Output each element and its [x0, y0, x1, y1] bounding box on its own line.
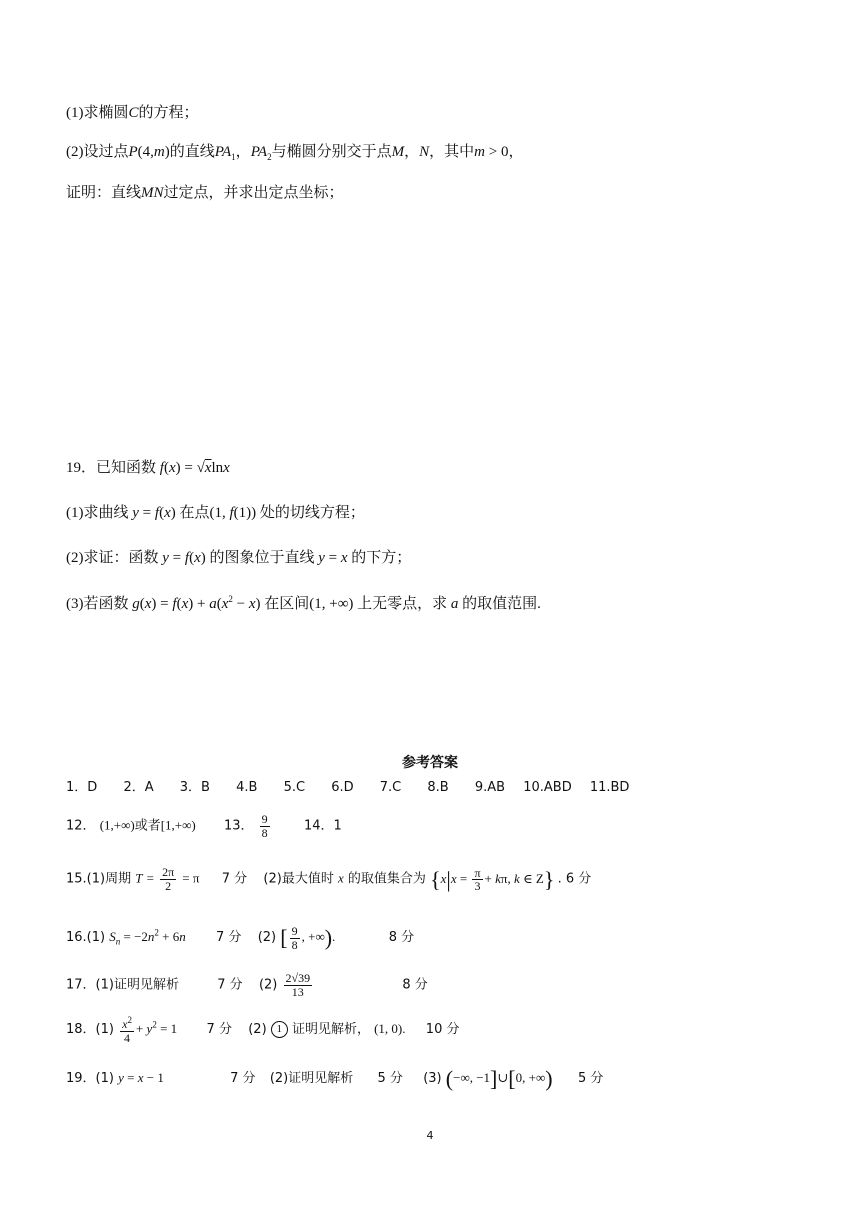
answer-13-fraction	[260, 813, 270, 839]
answer-17-fraction: $\frac{2√39}{13}$	[285, 971, 311, 999]
answer-18-row	[66, 1016, 459, 1044]
answer-16-score-1: 7 分	[216, 930, 242, 946]
answer-18-equation: $\frac{x^2}{4}$ + $y^2 = 1$	[122, 1015, 181, 1045]
answer-17-score-1: 7 分	[217, 977, 243, 993]
answer-18-point: (1, 0).	[374, 1021, 406, 1037]
q19-part2: (2)求证：函数 y = f(x) 的图象位于直线 y = x 的下方；	[66, 550, 412, 566]
answer-16-part2: (2)	[257, 930, 277, 946]
answer-19-part2: (2)证明见解析	[269, 1071, 354, 1087]
q19-part1: (1)求曲线 y = f(x) 在点(1, f(1)) 处的切线方程；	[66, 505, 365, 521]
answer-16-row: 16.(1) $S_n = -2n^2 + 6n$ 7 分 (2) [ $\frac{9}{8}$ , +∞). 8 分	[66, 924, 415, 952]
answer-15-period-fraction: $\frac{2\pi}{2}$	[162, 865, 175, 893]
answer-5: 5.C	[283, 780, 306, 795]
answer-8: 8.B	[427, 780, 449, 795]
answer-1: 1．D	[66, 780, 98, 795]
answer-18-score-1: 7 分	[206, 1022, 232, 1038]
answer-15-score-1: 7 分	[221, 871, 248, 887]
q19-part3: (3)若函数 $g(x) = f(x) + a(x^2 - x)$ 在区间(1, +∞) 上无零点，求 a 的取值范围.	[66, 594, 541, 612]
answer-15-label: 15.(1)周期	[66, 871, 132, 887]
answer-2: 2．A	[123, 780, 154, 795]
answer-19-score-1: 7 分	[230, 1071, 256, 1087]
answer-12-value: (1,+∞)或者[1,+∞)	[99, 817, 196, 833]
answer-19-tangent: y = x − 1	[118, 1070, 164, 1086]
answers-title: 参考答案	[402, 755, 458, 771]
q18-part1: (1)求椭圆C的方程；	[66, 105, 199, 121]
answer-13-label: 13．	[223, 818, 254, 834]
answer-3: 3．B	[179, 780, 210, 795]
answer-15-set: {x|x = $\frac{\pi}{3}$ + kπ, k ∈ Z}	[430, 865, 555, 894]
answer-16-label: 16.(1)	[66, 930, 106, 946]
answer-18-part2: (2)	[248, 1022, 267, 1038]
answer-14: 14．1	[303, 818, 342, 834]
answer-7: 7.C	[379, 780, 402, 795]
answer-18-text: 证明见解析，	[291, 1022, 370, 1038]
answer-19-score-3: 5 分	[577, 1071, 604, 1087]
answer-19-row	[66, 1066, 603, 1092]
page-number: 4	[426, 1129, 434, 1142]
answer-13-numerator: 9	[261, 812, 268, 826]
answer-15-part2: (2)最大值时	[263, 871, 334, 887]
answer-19-part3: (3)	[423, 1071, 442, 1087]
answer-16-score-2: 8 分	[388, 930, 415, 946]
answer-6: 6.D	[331, 780, 354, 795]
answer-19-label: 19．(1)	[66, 1071, 114, 1087]
q19-stem: 19．已知函数 f(x) = √xlnx	[66, 460, 230, 476]
answer-4: 4.B	[236, 780, 258, 795]
answer-10: 10.ABD	[523, 780, 572, 795]
answer-17-row	[66, 972, 428, 998]
answer-13-denominator: 8	[261, 825, 268, 840]
answer-19-score-2: 5 分	[377, 1071, 403, 1087]
q18-part3: 证明：直线MN过定点，并求出定点坐标；	[66, 185, 344, 201]
choice-answers-row	[66, 780, 629, 796]
answer-15-row: 15.(1)周期 T = $\frac{2\pi}{2}$ = π 7 分 (2)最大值时 x 的取值集合为 {x|x = $\frac{\pi}{3}$ + kπ, k ∈ Z} . 6 分	[66, 865, 592, 894]
answer-11: 11.BD	[589, 780, 630, 795]
answer-16-interval: [ $\frac{9}{8}$ , +∞).	[280, 924, 339, 952]
circled-one-icon: 1	[271, 1021, 288, 1038]
answer-17-score-2: 8 分	[402, 977, 428, 993]
answer-9: 9.AB	[474, 780, 506, 795]
answer-17-label: 17．(1)证明见解析	[66, 977, 179, 993]
answer-15-score-2: . 6 分	[557, 871, 592, 887]
q18-part2: (2)设过点P(4,m)的直线$PA_1$，$PA_2$与椭圆分别交于点M，N，其中m > 0，	[66, 144, 524, 162]
answer-19-range: (−∞, −1]∪[0, +∞)	[445, 1066, 553, 1091]
answer-15-text: 的取值集合为	[347, 871, 426, 887]
answer-18-score-2: 10 分	[425, 1022, 460, 1038]
answer-17-part2: (2)	[258, 977, 278, 993]
answer-12-label: 12．	[66, 818, 96, 834]
answer-12-14-row	[66, 813, 342, 839]
answer-18-label: 18．(1)	[66, 1022, 114, 1038]
